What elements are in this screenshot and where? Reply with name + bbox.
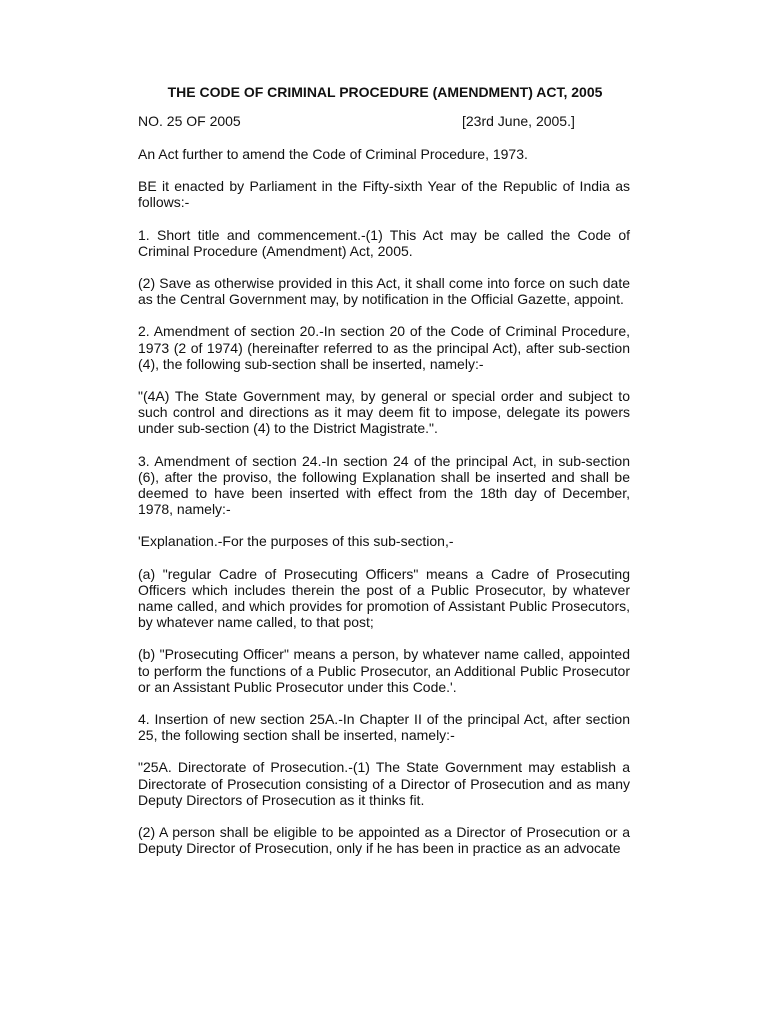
paragraph-section-25a-2: (2) A person shall be eligible to be appointed as a Director of Prosecution or a Deputy Director of Prosecution, only if he has been in practice as an advocate — [138, 824, 630, 857]
act-date: [23rd June, 2005.] — [462, 113, 575, 129]
act-number: NO. 25 OF 2005 — [138, 113, 241, 129]
paragraph-enacting-formula: BE it enacted by Parliament in the Fifty-sixth Year of the Republic of India as follows:- — [138, 178, 630, 211]
paragraph-subsection-4a: "(4A) The State Government may, by general or special order and subject to such control and directions as it may deem fit to impose, delegate its powers under sub-section (4) to the District Magistrate.". — [138, 388, 630, 437]
paragraph-explanation: 'Explanation.-For the purposes of this sub-section,- — [138, 533, 454, 550]
paragraph-section-4: 4. Insertion of new section 25A.-In Chapter II of the principal Act, after section 25, the following section shall be inserted, namely:- — [138, 711, 630, 744]
paragraph-section-2: 2. Amendment of section 20.-In section 20 of the Code of Criminal Procedure, 1973 (2 of 1974) (hereinafter referred to as the principal Act), after sub-section (4), the following sub-section shall be inserted, namely:- — [138, 323, 630, 372]
document-title: THE CODE OF CRIMINAL PROCEDURE (AMENDMENT) ACT, 2005 — [167, 84, 603, 100]
paragraph-long-title: An Act further to amend the Code of Criminal Procedure, 1973. — [138, 146, 528, 162]
document-page — [138, 82, 630, 873]
paragraph-explanation-a: (a) "regular Cadre of Prosecuting Officers" means a Cadre of Prosecuting Officers which includes therein the post of a Public Prosecutor, by whatever name called, and which provides for promotion of Assistant Public Prosecutors, by whatever name called, to that post; — [138, 565, 630, 631]
paragraph-section-1-2: (2) Save as otherwise provided in this Act, it shall come into force on such date as the Central Government may, by notification in the Official Gazette, appoint. — [138, 275, 630, 308]
paragraph-section-3: 3. Amendment of section 24.-In section 24 of the principal Act, in sub-section (6), after the proviso, the following Explanation shall be inserted and shall be deemed to have been inserted with effect from the 18th day of December, 1978, namely:- — [138, 452, 630, 518]
paragraph-section-25a-1: "25A. Directorate of Prosecution.-(1) The State Government may establish a Directorate of Prosecution consisting of a Director of Prosecution and as many Deputy Directors of Prosecution as it thinks fit. — [138, 759, 630, 808]
act-number-line — [138, 112, 630, 130]
paragraph-section-1: 1. Short title and commencement.-(1) This Act may be called the Code of Criminal Procedure (Amendment) Act, 2005. — [138, 226, 630, 259]
paragraph-explanation-b: (b) "Prosecuting Officer" means a person, by whatever name called, appointed to perform the functions of a Public Prosecutor, an Additional Public Prosecutor or an Assistant Public Prosecutor under this Code.'. — [138, 646, 630, 695]
